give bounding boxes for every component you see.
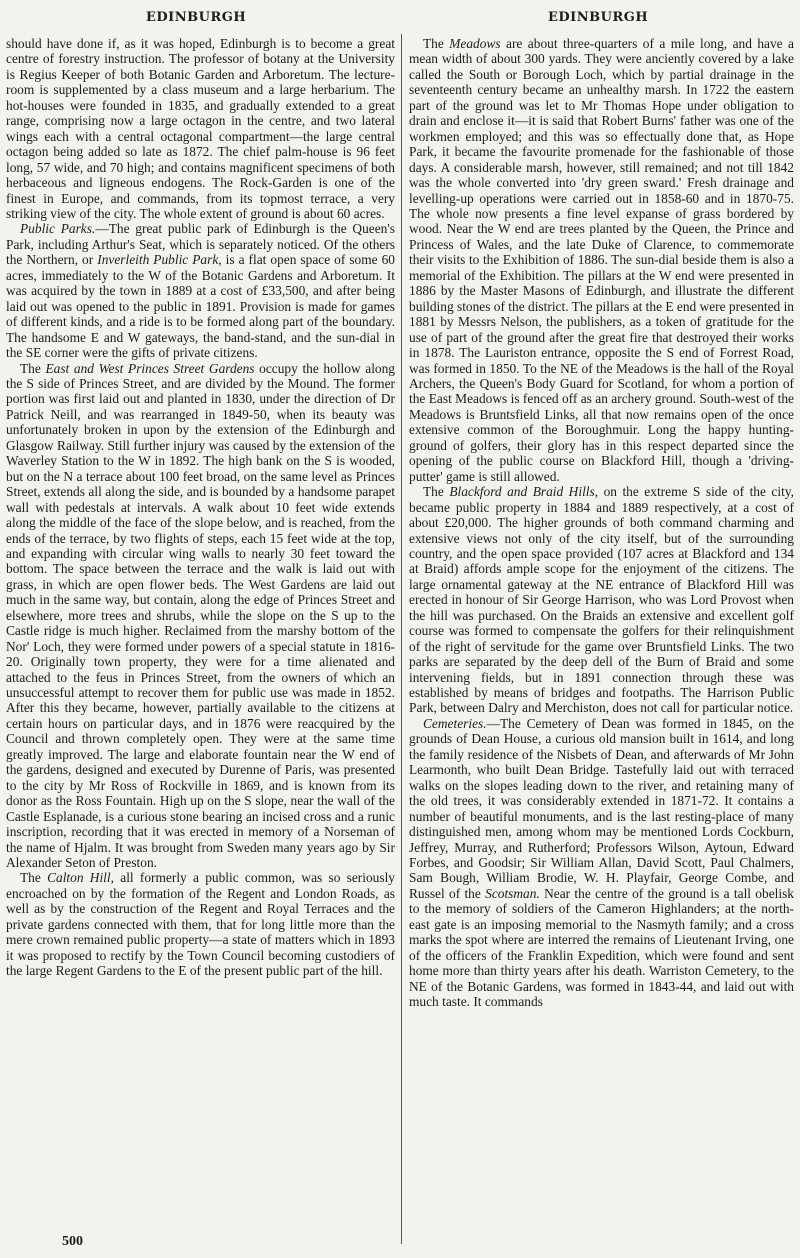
header-title-left: EDINBURGH	[146, 10, 247, 25]
page-number: 500	[62, 1234, 83, 1249]
paragraph-botanic-garden: should have done if, as it was hoped, Edinburgh is to become a great centre of forestry instruction. The professor of botany at the University is Regius Keeper of both Botanic Garden and Arboretum. The lecture-room is supplemented by a class museum and a large herbarium. The hot-houses were founded in 1835, and gradually extended to a great range, comprising now a large octagon in the centre, and two lateral wings each with a central octagonal compartment—the large central octagon being added so late as 1872. The chief palm-house is 96 feet long, 57 wide, and 70 high; and contains magnificent specimens of both herbaceous and ligneous endogens. The Rock-Garden is one of the finest in Europe, and commands, from its topmost terrace, a very striking view of the city. The whole extent of ground is about 60 acres.	[6, 36, 395, 221]
paragraph-meadows: The Meadows are about three-quarters of a mile long, and have a mean width of about 300 yards. They were anciently covered by a lake called the South or Borough Loch, which by partial drainage in the seventeenth century became an unhealthy marsh. In 1722 the eastern part of the ground was let to Mr Thomas Hope under obligation to drain and enclose it—it is said that Robert Burns' father was one of the workmen employed; and this was so effectually done that, as Hope Park, it became the favourite promenade for the fashionable of those days. A considerable marsh, however, still remained; and not till 1842 was the whole converted into 'dry green sward.' Fresh drainage and levelling-up operations were carried out in 1858-60 and in 1870-75. The whole now presents a fine level expanse of grass bordered by wood. Near the W end are trees planted by the Queen, the Prince and Princess of Wales, and the late Duke of Clarence, to commemorate their visits to the Exhibition of 1886. The sun-dial beside them is also a memorial of the Exhibition. The pillars at the W end were presented in 1886 by the Master Masons of Edinburgh, and illustrate the different building stones of the district. The pillars at the E end were presented in 1881 by Messrs Nelson, the publishers, as a token of gratitude for the use of part of the ground after the great fire that destroyed their works in 1878. The Lauriston entrance, opposite the S end of Forrest Road, was formed in 1850. To the NE of the Meadows is the hall of the Royal Archers, the Queen's Body Guard for Scotland, for whom a portion of the East Meadows is fenced off as an archery ground. South-west of the Meadows is Bruntsfield Links, all that now remains open of the once extensive common of the Boroughmuir. Long the happy hunting-ground of golfers, their glory has in this respect departed since the opening of the public course on Blackford Hill, though a 'driving-putter' game is still allowed.	[409, 36, 794, 484]
column-divider	[401, 34, 402, 1244]
paragraph-princes-street-gardens: The East and West Princes Street Gardens occupy the hollow along the S side of Princes Street, and are divided by the Mound. The former portion was first laid out and planted in 1830, under the direction of Dr Patrick Neill, and was rearranged in 1849-50, when its beauty was unfortunately broken in upon by the extension of the Edinburgh and Glasgow Railway. Still further injury was caused by the extension of the Waverley Station to the W in 1892. The high bank on the S is wooded, but on the N a terrace about 100 feet broad, on the same level as Princes Street, extends all along the side, and is bounded by a handsome parapet wall with pedestals at intervals. A walk about 10 feet wide extends along the middle of the face of the slope below, and is reached, from the ends of the terrace, by two flights of steps, each 15 feet wide at the top, and expanding with circular wing walls to nearly 30 feet toward the bottom. The space between the terrace and the walk is laid out with grass, in which are open flower beds. The West Gardens are laid out much in the same way, but contain, along the edge of Princes Street and elsewhere, more trees and shrubs, while the slope on the S up to the Castle ridge is much higher. Reclaimed from the marshy bottom of the Nor' Loch, they were formed under powers of a special statute in 1816-20. Originally town property, they were for a time alienated and attached to the feus in Princes Street, from the owners of which an unsuccessful attempt to recover them for public use was made in 1852. After this they became, however, partially available to the citizens at certain hours on particular days, and in 1876 were reacquired by the Council and thrown completely open. They were at the same time greatly improved. The large and elaborate fountain near the W end of the gardens, designed and executed by Durenne of Paris, was presented to the city by Mr Ross of Rockville in 1869, and is known from its donor as the Ross Fountain. High up on the S slope, near the wall of the Castle Esplanade, is a curious stone bearing an incised cross and a runic inscription, recording that it was erected in memory of a Norseman of the name of Hjalm. It was brought from Sweden many years ago by Sir Alexander Seton of Preston.	[6, 360, 395, 871]
paragraph-blackford-braid-hills: The Blackford and Braid Hills, on the extreme S side of the city, became public property in 1884 and 1889 respectively, at a cost of about £20,000. The higher grounds of both command charming and extensive views not only of the city itself, but of the surrounding country, and the open space provided (107 acres at Blackford and 134 at Braid) affords ample scope for the enjoyment of the citizens. The large ornamental gateway at the NE entrance of Blackford Hill was erected in honour of Sir George Harrison, who was Lord Provost when the hill was purchased. On the Braids an extensive and excellent golf course was formed to compensate the golfers for their relinquishment of the right of servitude for the game over Bruntsfield Links. The two parks are separated by the deep dell of the Burn of Braid and some intervening fields, but in 1891 connection through these was established by means of bridges and footpaths. The Harrison Public Park, between Dalry and Merchiston, does not call for particular notice.	[409, 484, 794, 716]
paragraph-cemeteries: Cemeteries.—The Cemetery of Dean was formed in 1845, on the grounds of Dean House, a curious old mansion built in 1614, and long the family residence of the Nisbets of Dean, and afterwards of Mr John Learmonth, who built Dean Bridge. Tastefully laid out with terraced walks on the slopes leading down to the river, and retaining many of the old trees, it was considerably extended in 1871-72. It contains a number of beautiful monuments, and is the last resting-place of many distinguished men, among whom may be mentioned Lords Cockburn, Jeffrey, Murray, and Rutherford; Professors Wilson, Aytoun, Edward Forbes, and Goodsir; Sir William Allan, David Scott, Paul Chalmers, Sam Bough, William Brodie, W. H. Playfair, George Combe, and Russel of the Scotsman. Near the centre of the ground is a tall obelisk to the memory of soldiers of the Cameron Highlanders; at the north-east gate is an imposing memorial to the Nasmyth family; and a cross marks the spot where are interred the remains of Lieutenant Irving, one of the officers of the Franklin Expedition, which were found and sent home more than thirty years after his death. Warriston Cemetery, to the NE of the Botanic Gardens, was formed in 1843-44, and laid out with much taste. It commands	[409, 715, 794, 1010]
right-column	[409, 36, 794, 1232]
paragraph-public-parks: Public Parks.—The great public park of Edinburgh is the Queen's Park, including Arthur's Seat, which is separately noticed. Of the others the Northern, or Inverleith Public Park, is a flat open space of some 60 acres, immediately to the W of the Botanic Gardens and Arboretum. It was acquired by the town in 1889 at a cost of £33,500, and after being laid out was opened to the public in 1891. Provision is made for games of different kinds, and a ride is to be formed along part of the boundary. The handsome E and W gateways, the band-stand, and the sun-dial in the SE corner were the gifts of private citizens.	[6, 221, 395, 361]
running-header	[0, 10, 800, 30]
section-heading-cemeteries: Cemeteries.	[423, 715, 487, 731]
section-heading-public-parks: Public Parks.	[20, 221, 96, 237]
paragraph-calton-hill: The Calton Hill, all formerly a public common, was so seriously encroached on by the formation of the Regent and London Roads, as well as by the construction of the Regent and Royal Terraces and the private gardens connected with them, that for long little more than the mere crown remained public property—a state of matters which in 1893 it was proposed to rectify by the Town Council becoming custodiers of the large Regent Gardens to the E of the present public part of the hill.	[6, 870, 395, 979]
left-column	[6, 36, 395, 1232]
header-title-right: EDINBURGH	[548, 10, 649, 25]
